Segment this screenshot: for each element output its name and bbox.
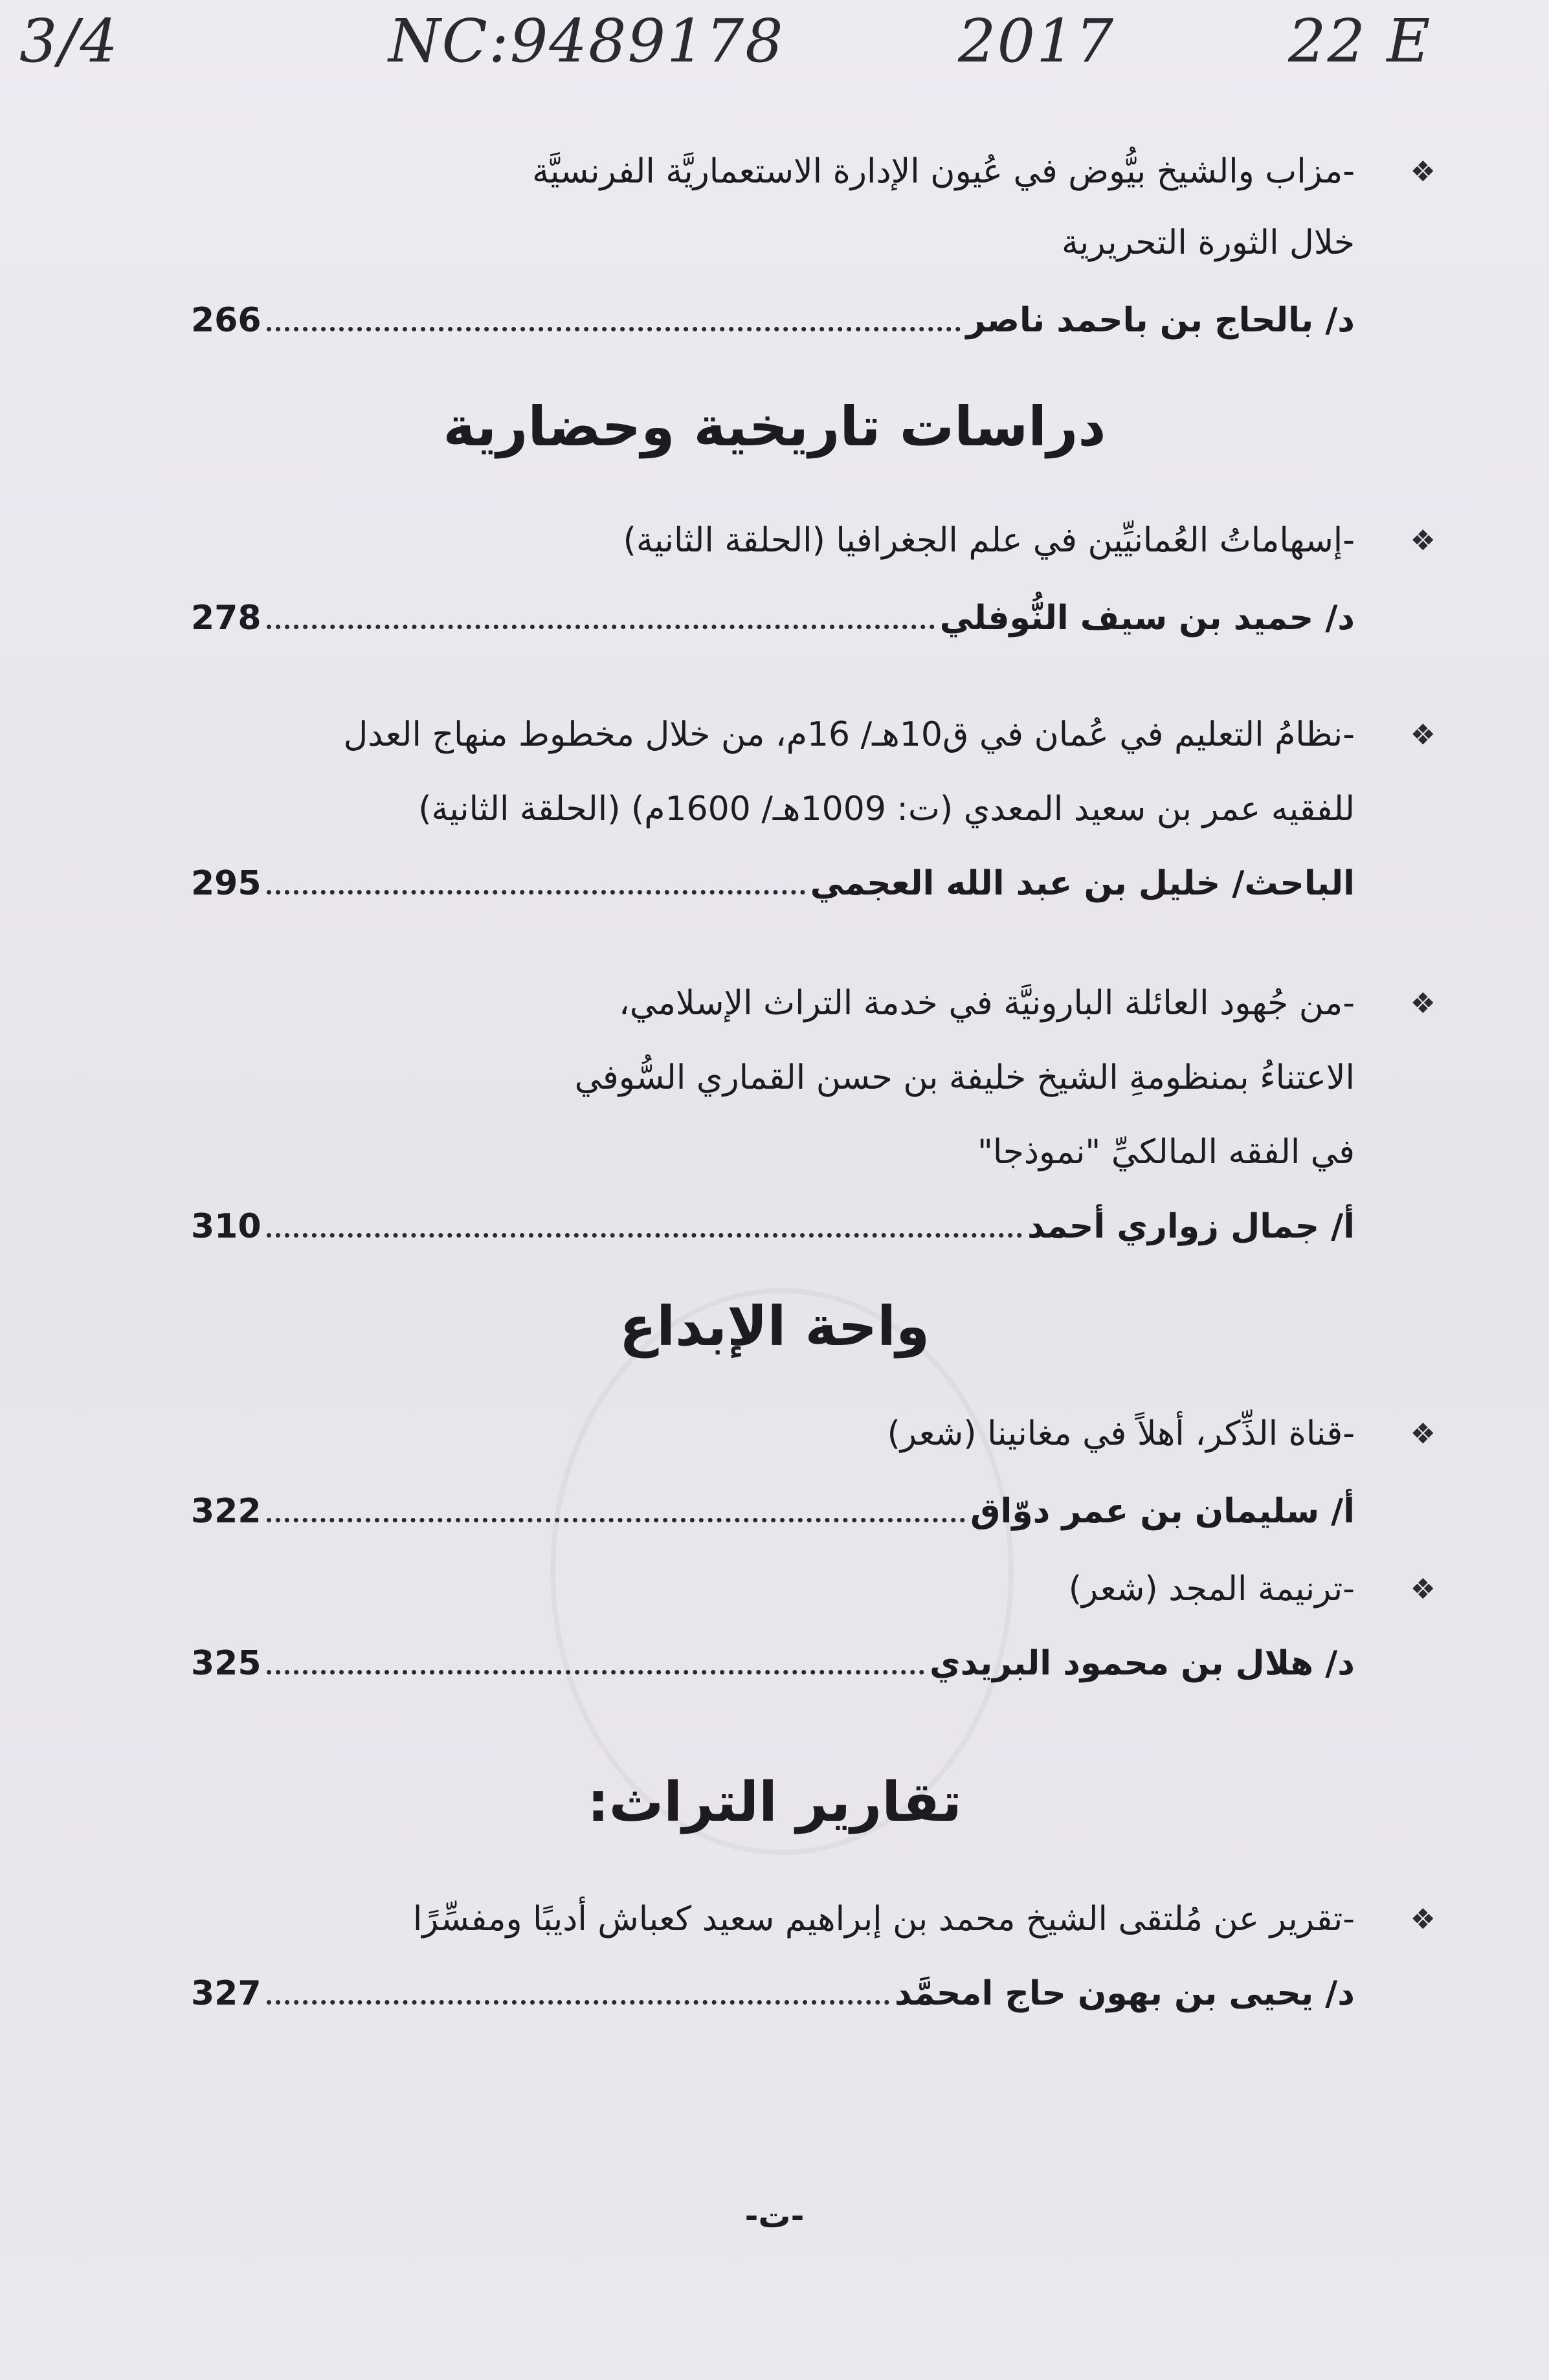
section-heading: واحة الإبداع: [619, 1295, 930, 1358]
page-footer: -ت-: [744, 2197, 805, 2235]
bullet-icon: ❖: [1410, 1573, 1436, 1606]
author-name: د/ بالحاج بن باحمد ناصر: [966, 301, 1355, 340]
toc-author-row[interactable]: [191, 861, 1355, 906]
entry-title-line: -إسهاماتُ العُمانيِّين في علم الجغرافيا (الحلقة الثانية): [623, 521, 1355, 560]
handwritten-code: NC:9489178: [388, 6, 785, 76]
section-heading: دراسات تاريخية وحضارية: [443, 395, 1106, 458]
page-number: 278: [191, 599, 262, 638]
author-name: الباحث/ خليل بن عبد الله العجمي: [810, 864, 1355, 903]
entry-title-line: -قناة الذِّكر، أهلاً في مغانينا (شعر): [887, 1414, 1355, 1453]
author-name: أ/ سليمان بن عمر دوّاق: [970, 1492, 1355, 1531]
leader-dots: [267, 2000, 889, 2005]
bullet-icon: ❖: [1410, 987, 1436, 1020]
handwritten-number: 22 E: [1288, 6, 1432, 76]
bullet-icon: ❖: [1410, 155, 1436, 188]
entry-title-line: -مزاب والشيخ بيُّوض في عُيون الإدارة الاستعماريَّة الفرنسيَّة: [532, 152, 1355, 191]
entry-title-line: الاعتناءُ بمنظومةِ الشيخ خليفة بن حسن القماري السُّوفي: [574, 1058, 1355, 1097]
entry-title-line: -ترنيمة المجد (شعر): [1068, 1570, 1355, 1608]
section-heading: تقارير التراث:: [587, 1770, 962, 1834]
toc-author-row[interactable]: [191, 1641, 1355, 1686]
entry-title-line: في الفقه المالكيِّ "نموذجا": [977, 1133, 1355, 1172]
page-number: 266: [191, 301, 262, 340]
entry-title-line: -تقرير عن مُلتقى الشيخ محمد بن إبراهيم سعيد كعباش أديبًا ومفسِّرًا: [412, 1900, 1355, 1939]
entry-title-line: -من جُهود العائلة البارونيَّة في خدمة التراث الإسلامي،: [618, 984, 1355, 1023]
leader-dots: [267, 327, 961, 331]
bullet-icon: ❖: [1410, 718, 1436, 751]
author-name: د/ حميد بن سيف النُّوفلي: [939, 599, 1355, 638]
bullet-icon: ❖: [1410, 1418, 1436, 1451]
leader-dots: [267, 625, 935, 629]
toc-author-row[interactable]: [191, 1971, 1355, 2016]
bullet-icon: ❖: [1410, 1903, 1436, 1936]
leader-dots: [267, 1233, 1022, 1238]
entry-title-line: للفقيه عمر بن سعيد المعدي (ت: 1009هـ/ 1600م) (الحلقة الثانية): [418, 790, 1355, 829]
handwritten-fraction: 3/4: [19, 6, 120, 76]
page-number: 322: [191, 1492, 262, 1531]
page-number: 310: [191, 1207, 262, 1246]
handwritten-year: 2017: [958, 6, 1115, 76]
page-number: 325: [191, 1644, 262, 1683]
toc-author-row[interactable]: [191, 595, 1355, 641]
bullet-icon: ❖: [1410, 524, 1436, 557]
leader-dots: [267, 1670, 924, 1674]
toc-author-row[interactable]: [191, 1489, 1355, 1534]
page-number: 295: [191, 864, 262, 903]
leader-dots: [267, 890, 805, 895]
entry-title-line: خلال الثورة التحريرية: [1062, 223, 1355, 262]
toc-author-row[interactable]: [191, 298, 1355, 343]
author-name: د/ يحيى بن بهون حاج امحمَّد: [894, 1974, 1355, 2013]
author-name: أ/ جمال زواري أحمد: [1027, 1207, 1355, 1246]
entry-title-line: -نظامُ التعليم في عُمان في ق10هـ/ 16م، من خلال مخطوط منهاج العدل: [343, 715, 1355, 754]
toc-author-row[interactable]: [191, 1204, 1355, 1249]
leader-dots: [267, 1518, 965, 1522]
page-number: 327: [191, 1974, 262, 2013]
author-name: د/ هلال بن محمود البريدي: [929, 1644, 1355, 1683]
